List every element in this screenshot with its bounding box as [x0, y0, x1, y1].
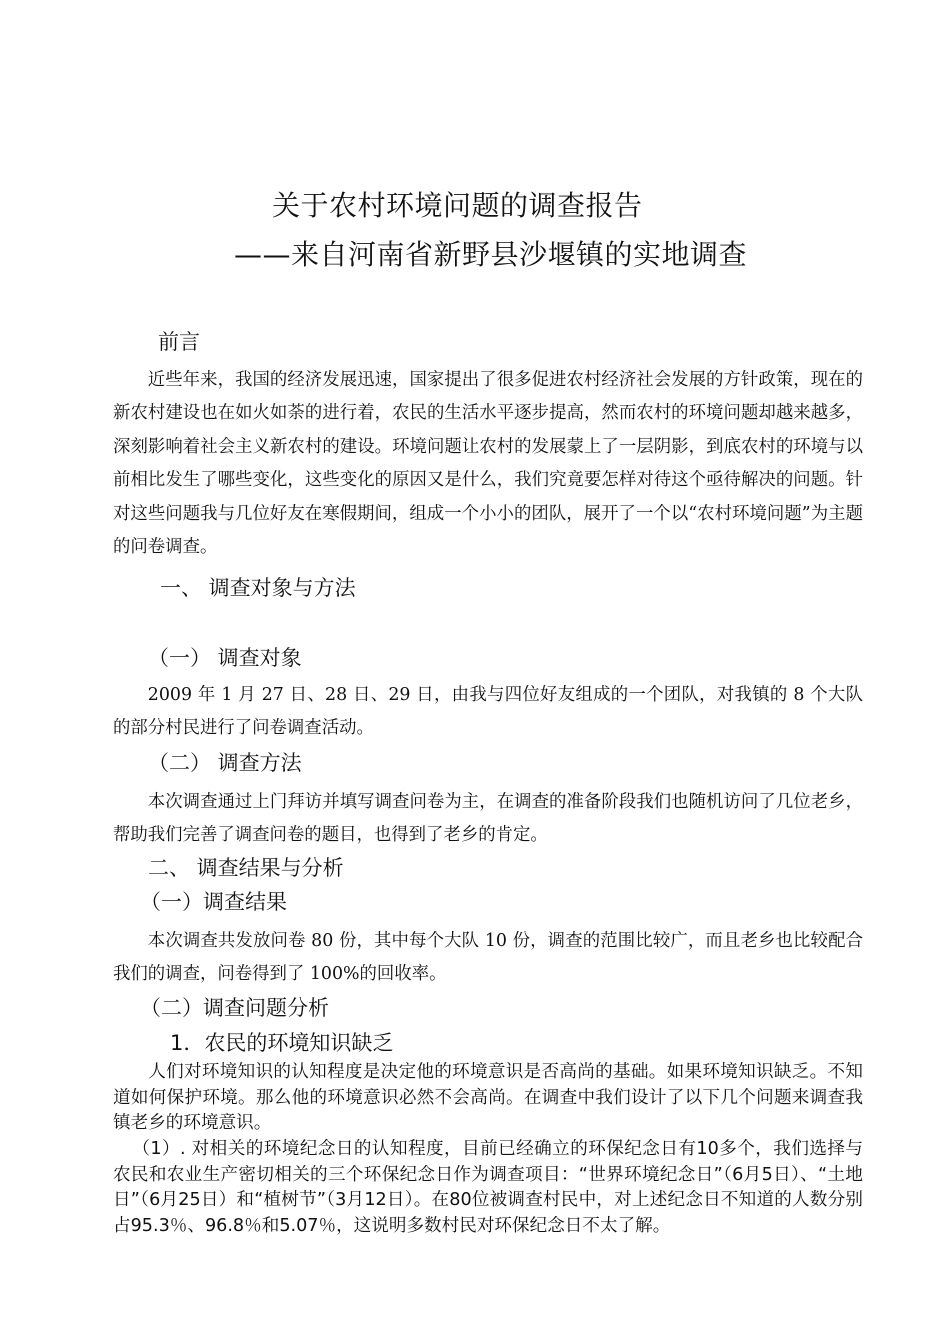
section2-sub1-paragraph: 本次调查共发放问卷 80 份，其中每个大队 10 份，调查的范围比较广，而且老乡也比较配合我们的调查，问卷得到了 100%的回收率。: [113, 931, 863, 985]
section1-sub1-heading: （一） 调查对象: [148, 646, 302, 670]
section1-sub2-paragraph: 本次调查通过上门拜访并填写调查问卷为主，在调查的准备阶段我们也随机访问了几位老乡，帮助我们完善了调查问卷的题目，也得到了老乡的肯定。: [113, 792, 863, 846]
preface-paragraph: 近些年来，我国的经济发展迅速，国家提出了很多促进农村经济社会发展的方针政策，现在的新农村建设也在如火如荼的进行着，农民的生活水平逐步提高，然而农村的环境问题却越来越多，深刻影响着社会主义新农村的建设。环境问题让农村的发展蒙上了一层阴影，到底农村的环境与以前相比发生了哪些变化，这些变化的原因又是什么，我们究竟要怎样对待这个亟待解决的问题。针对这些问题我与几位好友在寒假期间，组成一个小小的团队，展开了一个以“农村环境问题”为主题的问卷调查。: [113, 370, 863, 558]
preface-heading: 前言: [158, 330, 200, 354]
item1-heading: 1．农民的环境知识缺乏: [170, 1031, 394, 1055]
section2-sub2-heading: （二）调查问题分析: [140, 996, 329, 1020]
section2-sub1-heading: （一）调查结果: [140, 890, 287, 914]
report-subtitle: ——来自河南省新野县沙堰镇的实地调查: [234, 238, 748, 271]
section2-heading: 二、 调查结果与分析: [148, 856, 344, 880]
item1-paragraph: 人们对环境知识的认知程度是决定他的环境意识是否高尚的基础。如果环境知识缺乏。不知道如何保护环境。那么他的环境意识必然不会高尚。在调查中我们设计了以下几个问题来调查我镇老乡的环境意识。: [113, 1062, 863, 1133]
section1-sub2-heading: （二） 调查方法: [148, 751, 302, 775]
report-title: 关于农村环境问题的调查报告: [272, 189, 643, 222]
item1-point1-paragraph: （1）. 对相关的环境纪念日的认知程度，目前已经确立的环保纪念日有10多个，我们选择与农民和农业生产密切相关的三个环保纪念日作为调查项目：“世界环境纪念日”（6月5日）、“土地日”（6月25日）和“植树节”（3月12日）。在80位被调查村民中，对上述纪念日不知道的人数分别占95.3％、96.8％和5.07％，这说明多数村民对环保纪念日不太了解。: [113, 1139, 863, 1236]
section1-heading: 一、 调查对象与方法: [160, 576, 356, 600]
section1-sub1-paragraph: 2009 年 1 月 27 日、28 日、29 日，由我与四位好友组成的一个团队，对我镇的 8 个大队的部分村民进行了问卷调查活动。: [113, 685, 863, 739]
